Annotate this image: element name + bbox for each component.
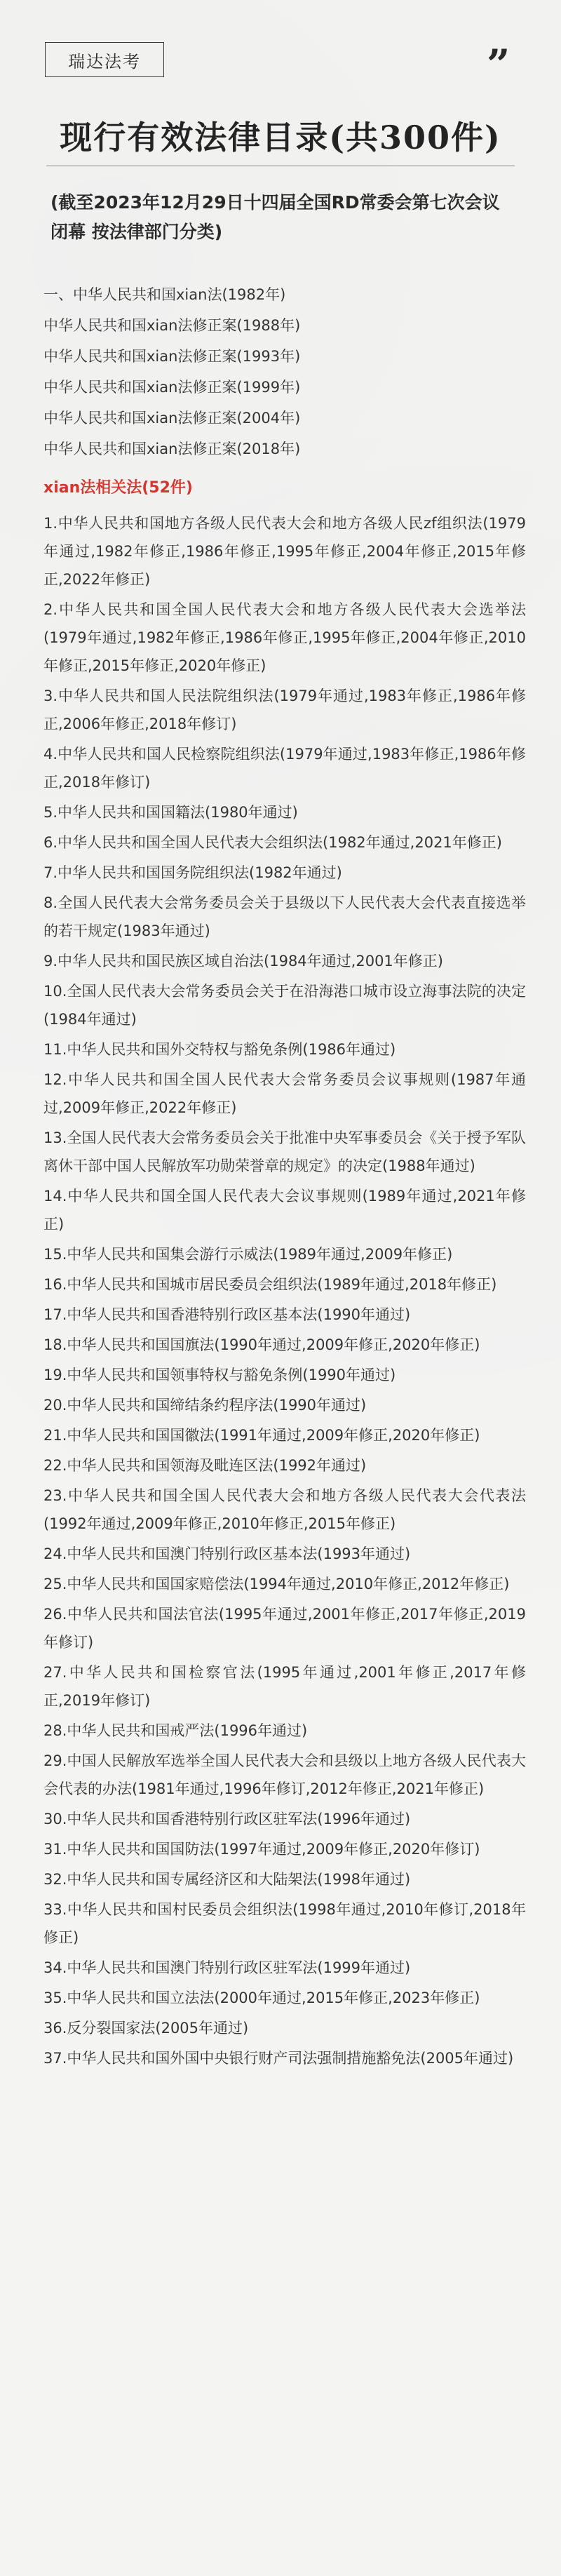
law-item: 3.中华人民共和国人民法院组织法(1979年通过,1983年修正,1986年修正,2006年修正,2018年修订) [43, 687, 526, 732]
list-item: 中华人民共和国xian法修正案(1993年) [43, 348, 301, 365]
law-item: 32.中华人民共和国专属经济区和大陆架法(1998年通过) [43, 1871, 411, 1888]
law-item: 29.中国人民解放军选举全国人民代表大会和县级以上地方各级人民代表大会代表的办法(1981年通过,1996年修订,2012年修正,2021年修正) [43, 1752, 526, 1797]
law-item: 26.中华人民共和国法官法(1995年通过,2001年修正,2017年修正,2019年修订) [43, 1606, 526, 1651]
law-item: 15.中华人民共和国集会游行示威法(1989年通过,2009年修正) [43, 1246, 453, 1263]
law-item: 28.中华人民共和国戒严法(1996年通过) [43, 1722, 308, 1739]
law-item: 6.中华人民共和国全国人民代表大会组织法(1982年通过,2021年修正) [43, 834, 502, 851]
law-item: 18.中华人民共和国国旗法(1990年通过,2009年修正,2020年修正) [43, 1336, 480, 1353]
law-item: 23.中华人民共和国全国人民代表大会和地方各级人民代表大会代表法(1992年通过,2009年修正,2010年修正,2015年修正) [43, 1487, 526, 1532]
law-item: 34.中华人民共和国澳门特别行政区驻军法(1999年通过) [43, 1959, 411, 1976]
law-list [43, 509, 526, 2074]
law-item: 22.中华人民共和国领海及毗连区法(1992年通过) [43, 1457, 367, 1474]
law-item: 30.中华人民共和国香港特别行政区驻军法(1996年通过) [43, 1811, 411, 1827]
law-item: 1.中华人民共和国地方各级人民代表大会和地方各级人民zf组织法(1979年通过,1982年修正,1986年修正,1995年修正,2004年修正,2015年修正,2022年修正) [43, 515, 526, 588]
law-item: 13.全国人民代表大会常务委员会关于批准中央军事委员会《关于授予军队离休干部中国人民解放军功勋荣誉章的规定》的决定(1988年通过) [43, 1129, 526, 1174]
quote-mark-icon: ” [487, 41, 508, 88]
list-item: 中华人民共和国xian法修正案(1999年) [43, 379, 301, 396]
source-tag [45, 42, 164, 77]
law-item: 11.中华人民共和国外交特权与豁免条例(1986年通过) [43, 1041, 396, 1058]
law-item: 14.中华人民共和国全国人民代表大会议事规则(1989年通过,2021年修正) [43, 1188, 526, 1233]
source-tag-label: 瑞达法考 [68, 51, 141, 72]
law-item: 27.中华人民共和国检察官法(1995年通过,2001年修正,2017年修正,2019年修订) [43, 1664, 526, 1709]
law-item: 31.中华人民共和国国防法(1997年通过,2009年修正,2020年修订) [43, 1841, 480, 1858]
list-item: 中华人民共和国xian法修正案(1988年) [43, 317, 301, 334]
list-item: 一、中华人民共和国xian法(1982年) [43, 286, 286, 303]
law-item: 37.中华人民共和国外国中央银行财产司法强制措施豁免法(2005年通过) [43, 2050, 514, 2067]
law-item: 25.中华人民共和国国家赔偿法(1994年通过,2010年修正,2012年修正) [43, 1576, 510, 1592]
section-heading: xian法相关法(52件) [43, 479, 193, 497]
law-item: 12.中华人民共和国全国人民代表大会常务委员会议事规则(1987年通过,2009年修正,2022年修正) [43, 1071, 526, 1116]
law-item: 35.中华人民共和国立法法(2000年通过,2015年修正,2023年修正) [43, 1990, 480, 2006]
page-subtitle: (截至2023年12月29日十四届全国RD常委会第七次会议闭幕 按法律部门分类) [50, 192, 500, 242]
law-item: 4.中华人民共和国人民检察院组织法(1979年通过,1983年修正,1986年修正,2018年修订) [43, 746, 526, 791]
law-item: 10.全国人民代表大会常务委员会关于在沿海港口城市设立海事法院的决定(1984年通过) [43, 983, 526, 1028]
law-item: 9.中华人民共和国民族区域自治法(1984年通过,2001年修正) [43, 953, 443, 970]
law-item: 20.中华人民共和国缔结条约程序法(1990年通过) [43, 1397, 367, 1414]
law-item: 33.中华人民共和国村民委员会组织法(1998年通过,2010年修订,2018年修正) [43, 1901, 526, 1946]
law-item: 8.全国人民代表大会常务委员会关于县级以下人民代表大会代表直接选举的若干规定(1983年通过) [43, 894, 526, 939]
law-item: 2.中华人民共和国全国人民代表大会和地方各级人民代表大会选举法(1979年通过,1982年修正,1986年修正,1995年修正,2004年修正,2010年修正,2015年修正,2020年修正) [43, 601, 526, 674]
page-title: 现行有效法律目录(共300件) [60, 119, 501, 156]
law-item: 36.反分裂国家法(2005年通过) [43, 2020, 249, 2037]
law-item: 17.中华人民共和国香港特别行政区基本法(1990年通过) [43, 1306, 411, 1323]
list-item: 中华人民共和国xian法修正案(2004年) [43, 410, 301, 427]
law-item: 7.中华人民共和国国务院组织法(1982年通过) [43, 864, 342, 881]
list-item: 中华人民共和国xian法修正案(2018年) [43, 441, 301, 457]
law-item: 5.中华人民共和国国籍法(1980年通过) [43, 804, 298, 821]
law-item: 24.中华人民共和国澳门特别行政区基本法(1993年通过) [43, 1545, 411, 1562]
law-item: 16.中华人民共和国城市居民委员会组织法(1989年通过,2018年修正) [43, 1276, 497, 1293]
constitution-list [43, 279, 520, 464]
law-item: 21.中华人民共和国国徽法(1991年通过,2009年修正,2020年修正) [43, 1427, 480, 1444]
law-item: 19.中华人民共和国领事特权与豁免条例(1990年通过) [43, 1367, 396, 1383]
